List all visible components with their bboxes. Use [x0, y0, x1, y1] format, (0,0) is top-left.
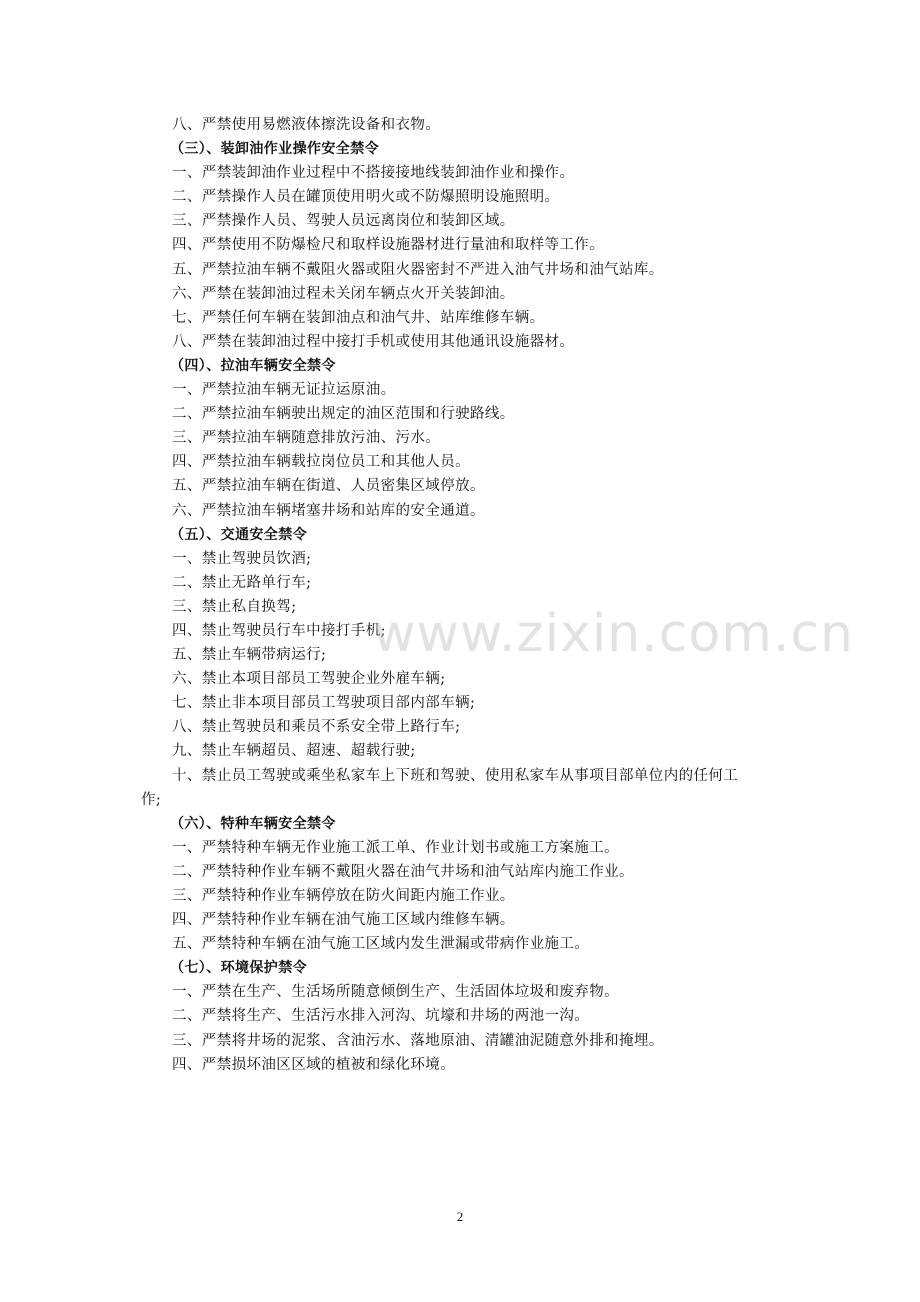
paragraph-line: 一、严禁装卸油作业过程中不搭接接地线装卸油作业和操作。	[172, 165, 575, 182]
paragraph-line: 二、严禁将生产、生活污水排入河沟、坑壕和井场的两池一沟。	[172, 1008, 590, 1025]
paragraph-line: 四、严禁特种作业车辆在油气施工区域内维修车辆。	[172, 912, 515, 929]
paragraph-line: 五、严禁特种车辆在油气施工区域内发生泄漏或带病作业施工。	[172, 936, 590, 953]
paragraph-line: 八、禁止驾驶员和乘员不系安全带上路行车;	[172, 719, 461, 736]
paragraph-line: 二、禁止无路单行车;	[172, 574, 312, 591]
paragraph-line: 三、禁止私自换驾;	[172, 598, 297, 615]
paragraph-line: 四、严禁损坏油区区域的植被和绿化环境。	[172, 1056, 456, 1073]
paragraph-line: 四、禁止驾驶员行车中接打手机;	[172, 622, 386, 639]
paragraph-line: 三、严禁特种作业车辆停放在防火间距内施工作业。	[172, 888, 515, 904]
paragraph-line: 七、禁止非本项目部员工驾驶项目部内部车辆;	[172, 695, 476, 712]
paragraph-line: 六、禁止本项目部员工驾驶企业外雇车辆;	[172, 671, 446, 688]
paragraph-line: 二、严禁操作人员在罐顶使用明火或不防爆照明设施照明。	[172, 189, 560, 206]
paragraph-line: 三、严禁将井场的泥浆、含油污水、落地原油、清罐油泥随意外排和掩埋。	[172, 1032, 664, 1049]
section-heading: （三）、装卸油作业操作安全禁令	[170, 141, 379, 158]
paragraph-line: 三、严禁拉油车辆随意排放污油、污水。	[172, 430, 441, 447]
paragraph-line: 七、严禁任何车辆在装卸油点和油气井、站库维修车辆。	[172, 309, 545, 326]
paragraph-line: 五、禁止车辆带病运行;	[172, 647, 327, 664]
paragraph-line-continuation: 作;	[141, 791, 162, 808]
section-heading: （七）、环境保护禁令	[170, 960, 307, 977]
section-heading: （五）、交通安全禁令	[170, 526, 307, 543]
paragraph-line: 八、严禁使用易燃液体擦洗设备和衣物。	[172, 117, 441, 133]
paragraph-line: 三、严禁操作人员、驾驶人员远离岗位和装卸区域。	[172, 213, 515, 230]
paragraph-line: 一、严禁拉油车辆无证拉运原油。	[172, 382, 396, 399]
paragraph-line: 二、严禁特种作业车辆不戴阻火器在油气井场和油气站库内施工作业。	[172, 863, 634, 880]
watermark: www.zixin.com.cn	[373, 604, 854, 664]
page-number: 2	[456, 1209, 464, 1224]
paragraph-line: 四、严禁使用不防爆检尺和取样设施器材进行量油和取样等工作。	[172, 237, 605, 254]
paragraph-line: 五、严禁拉油车辆在街道、人员密集区域停放。	[172, 478, 485, 495]
paragraph-line: 六、严禁拉油车辆堵塞井场和站库的安全通道。	[172, 502, 485, 519]
paragraph-line: 六、严禁在装卸油过程未关闭车辆点火开关装卸油。	[172, 285, 515, 302]
paragraph-line: 八、严禁在装卸油过程中接打手机或使用其他通讯设施器材。	[172, 333, 575, 350]
paragraph-line: 二、严禁拉油车辆驶出规定的油区范围和行驶路线。	[172, 406, 515, 423]
section-heading: （六）、特种车辆安全禁令	[170, 815, 336, 832]
paragraph-line: 十、禁止员工驾驶或乘坐私家车上下班和驾驶、使用私家车从事项目部单位内的任何工	[172, 767, 739, 784]
paragraph-line: 一、严禁在生产、生活场所随意倾倒生产、生活固体垃圾和废弃物。	[172, 984, 619, 1001]
paragraph-line: 五、严禁拉油车辆不戴阻火器或阻火器密封不严进入油气井场和油气站库。	[172, 261, 664, 278]
paragraph-line: 一、严禁特种车辆无作业施工派工单、作业计划书或施工方案施工。	[172, 839, 619, 856]
section-heading: （四）、拉油车辆安全禁令	[170, 357, 336, 374]
paragraph-line: 九、禁止车辆超员、超速、超载行驶;	[172, 743, 416, 760]
document-body	[141, 113, 791, 1077]
paragraph-line: 一、禁止驾驶员饮酒;	[172, 550, 312, 567]
paragraph-line: 四、严禁拉油车辆载拉岗位员工和其他人员。	[172, 454, 470, 471]
